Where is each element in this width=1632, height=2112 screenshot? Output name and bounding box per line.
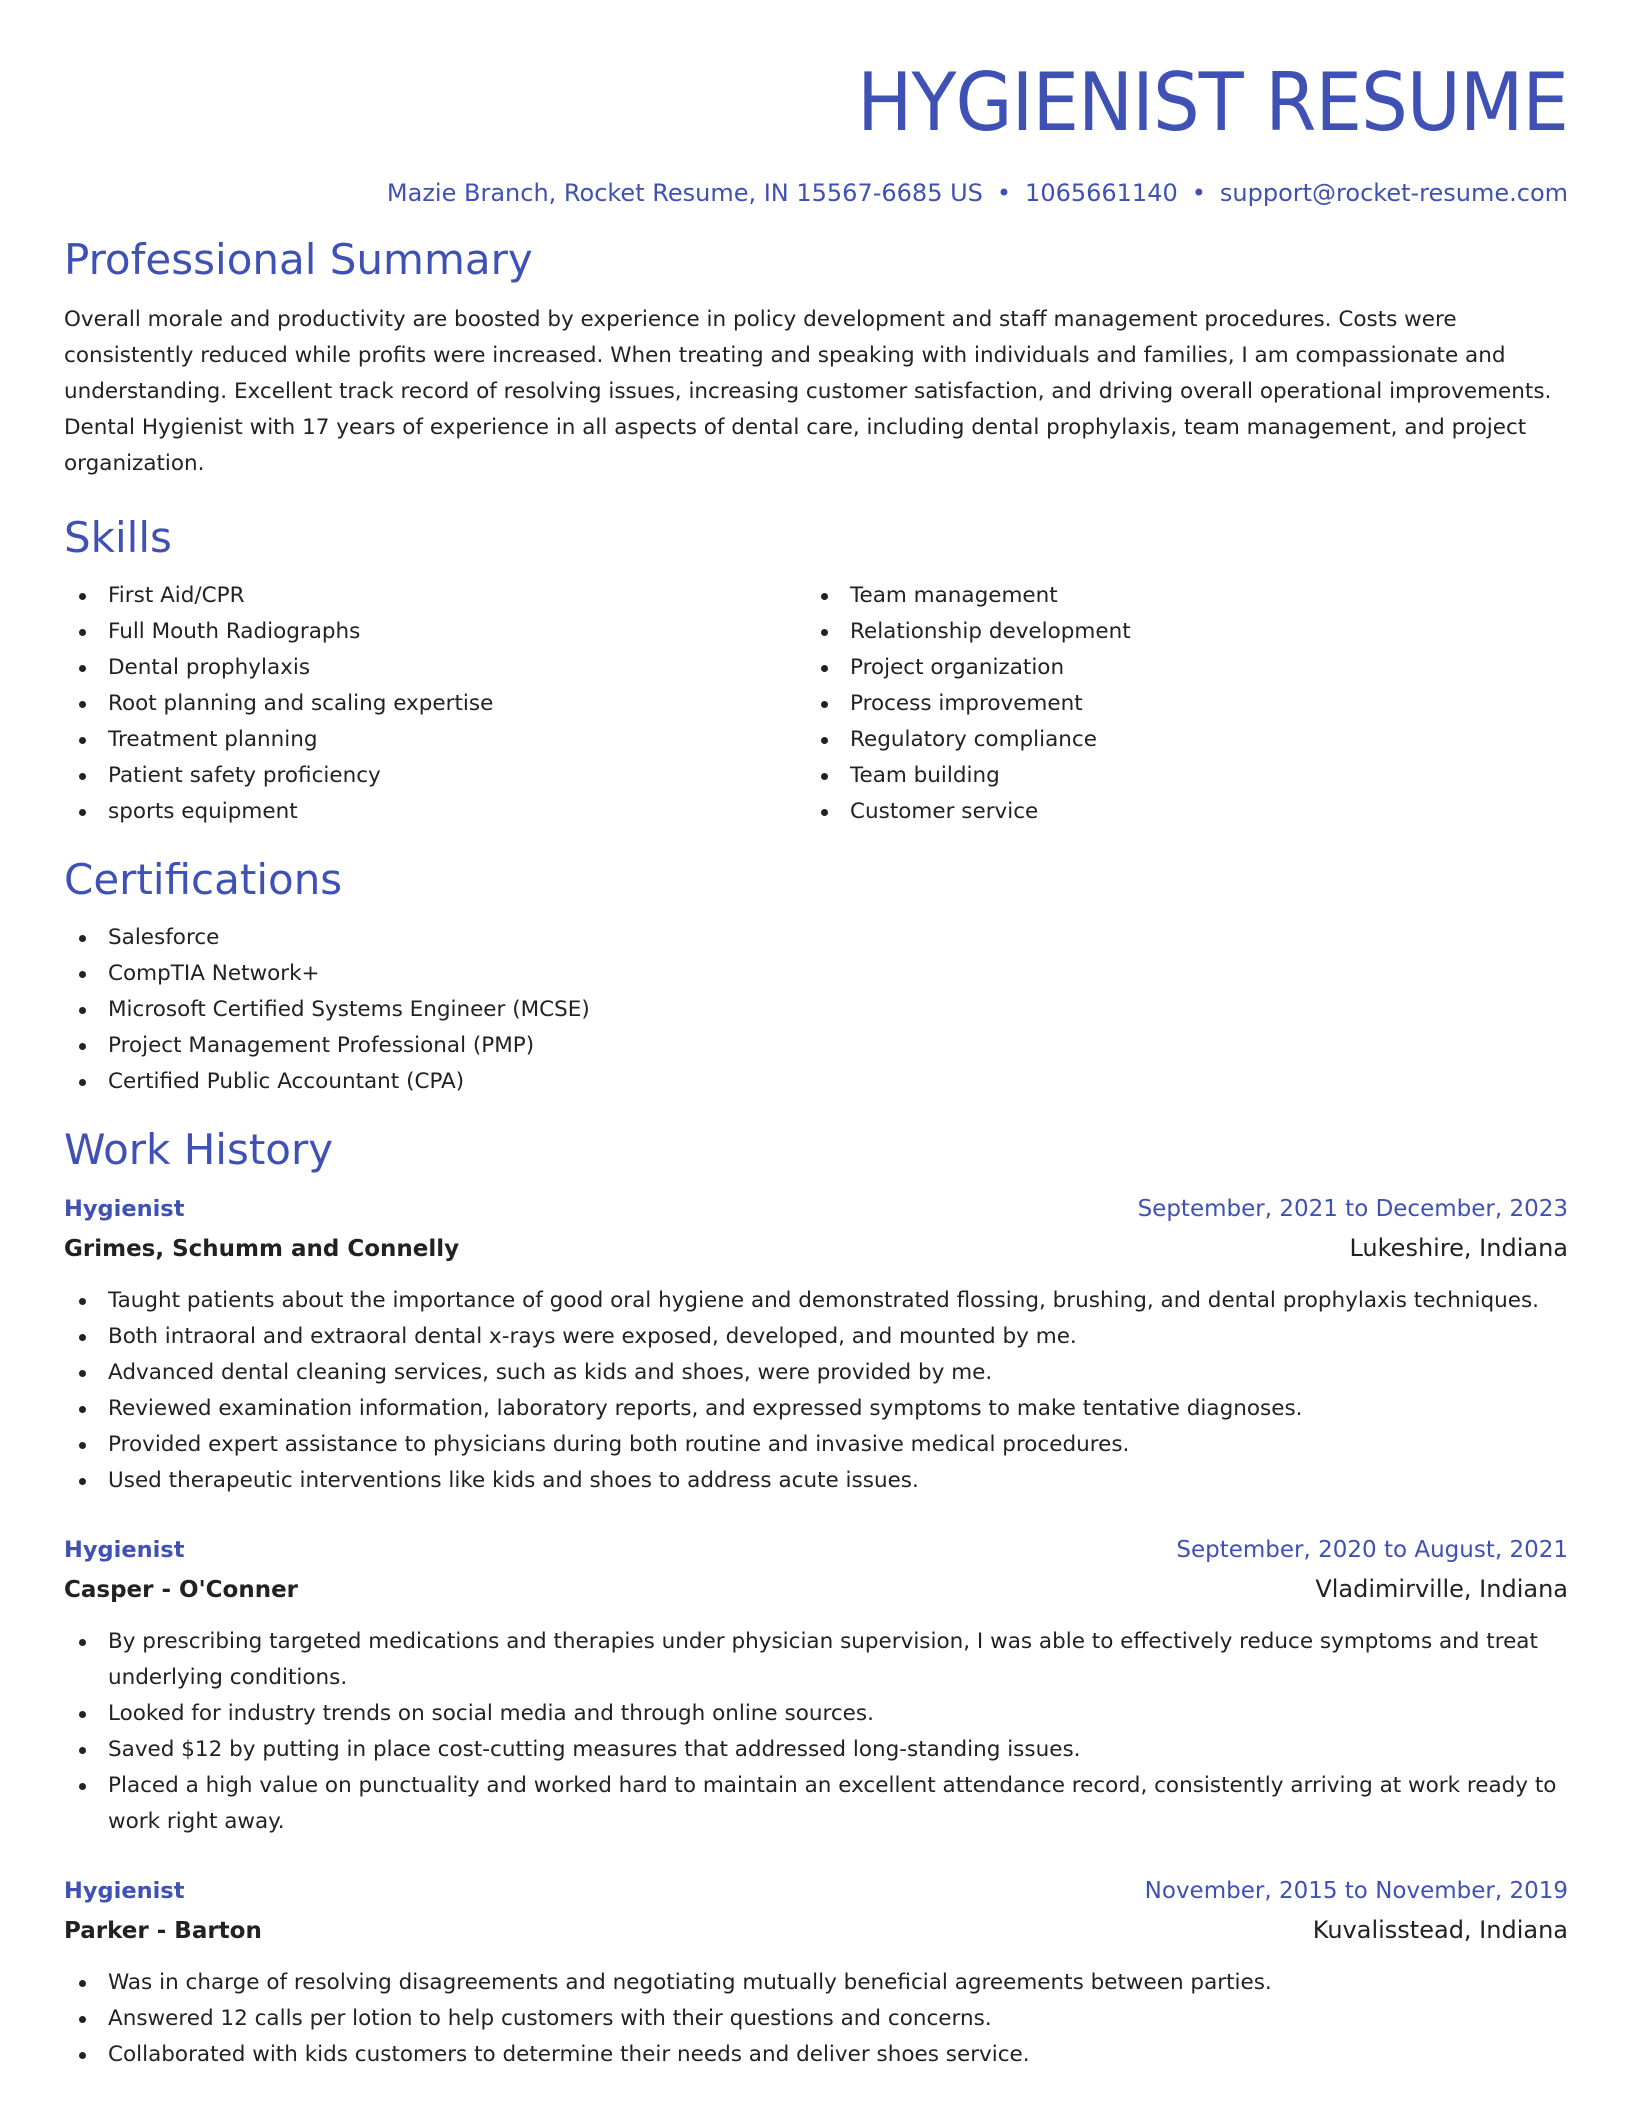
job-location: Kuvalisstead, Indiana — [1312, 1916, 1568, 1944]
contact-phone: 1065661140 — [1025, 179, 1178, 207]
work-history-section — [64, 1122, 1568, 2073]
job-company: Parker - Barton — [64, 1918, 262, 1944]
summary-heading: Professional Summary — [64, 235, 533, 284]
skill-item: First Aid/CPR — [64, 578, 806, 614]
job-bullet: By prescribing targeted medications and therapies under physician supervision, I was able to effectively reduce symptoms and treat underlying conditions. — [64, 1624, 1568, 1696]
job-header — [64, 1872, 1568, 1910]
skills-list-right — [806, 578, 1548, 830]
skill-item: Team management — [806, 578, 1548, 614]
job-title: Hygienist — [64, 1537, 185, 1563]
skills-grid — [64, 578, 1568, 830]
skill-item: Dental prophylaxis — [64, 650, 806, 686]
certification-item: CompTIA Network+ — [64, 956, 1568, 992]
certification-item: Project Management Professional (PMP) — [64, 1028, 1568, 1064]
job-bullet: Was in charge of resolving disagreements and negotiating mutually beneficial agreements between parties. — [64, 1965, 1568, 2001]
job-header — [64, 1531, 1568, 1569]
job-subheader — [64, 1569, 1568, 1610]
job-bullet: Collaborated with kids customers to determine their needs and deliver shoes service. — [64, 2037, 1568, 2073]
skill-item: Project organization — [806, 650, 1548, 686]
job-bullet: Saved $12 by putting in place cost-cutting measures that addressed long-standing issues. — [64, 1732, 1568, 1768]
contact-separator: • — [996, 179, 1012, 207]
job-bullet: Answered 12 calls per lotion to help customers with their questions and concerns. — [64, 2001, 1568, 2037]
job-entry — [64, 1872, 1568, 2073]
certifications-heading: Certifications — [64, 855, 343, 904]
job-bullets — [64, 1624, 1568, 1840]
job-company: Casper - O'Conner — [64, 1577, 299, 1603]
contact-line — [64, 176, 1568, 210]
job-bullet: Both intraoral and extraoral dental x-rays were exposed, developed, and mounted by me. — [64, 1319, 1568, 1355]
job-title: Hygienist — [64, 1196, 185, 1222]
job-subheader — [64, 1910, 1568, 1951]
job-header — [64, 1190, 1568, 1228]
skill-item: Full Mouth Radiographs — [64, 614, 806, 650]
job-dates: September, 2020 to August, 2021 — [1176, 1537, 1568, 1563]
skill-item: Root planning and scaling expertise — [64, 686, 806, 722]
skill-item: Process improvement — [806, 686, 1548, 722]
skills-list-left — [64, 578, 806, 830]
work-history-heading: Work History — [64, 1125, 334, 1174]
skill-item: Relationship development — [806, 614, 1548, 650]
skill-item: Treatment planning — [64, 722, 806, 758]
job-company: Grimes, Schumm and Connelly — [64, 1236, 460, 1262]
contact-separator: • — [1191, 179, 1206, 207]
certification-item: Certified Public Accountant (CPA) — [64, 1064, 1568, 1100]
job-dates: November, 2015 to November, 2019 — [1144, 1878, 1568, 1904]
job-subheader — [64, 1228, 1568, 1269]
job-bullet: Looked for industry trends on social media and through online sources. — [64, 1696, 1568, 1732]
job-location: Lukeshire, Indiana — [1349, 1234, 1568, 1262]
summary-text: Overall morale and productivity are boosted by experience in policy development and staff management procedures. Costs were consistently reduced while profits were increased. When treating and speaking with individuals and families, I am compassionate and understanding. Excellent track record of resolving issues, increasing customer satisfaction, and driving overall operational improvements. Dental Hygienist with 17 years of experience in all aspects of dental care, including dental prophylaxis, team management, and project organization. — [64, 307, 1552, 476]
job-bullet: Taught patients about the importance of good oral hygiene and demonstrated flossing, brushing, and dental prophylaxis techniques. — [64, 1283, 1568, 1319]
certification-item: Microsoft Certified Systems Engineer (MCSE) — [64, 992, 1568, 1028]
skills-heading: Skills — [64, 513, 172, 562]
job-bullet: Placed a high value on punctuality and worked hard to maintain an excellent attendance record, consistently arriving at work ready to work right away. — [64, 1768, 1568, 1840]
certifications-section — [64, 852, 1568, 1100]
job-bullets — [64, 1965, 1568, 2073]
job-entry — [64, 1190, 1568, 1499]
skill-item: Patient safety proficiency — [64, 758, 806, 794]
skill-item: sports equipment — [64, 794, 806, 830]
contact-email[interactable]: support@rocket-resume.com — [1219, 179, 1568, 207]
job-location: Vladimirville, Indiana — [1315, 1575, 1568, 1603]
job-title: Hygienist — [64, 1878, 185, 1904]
skill-item: Regulatory compliance — [806, 722, 1548, 758]
job-entry — [64, 1531, 1568, 1840]
job-bullets — [64, 1283, 1568, 1499]
skill-item: Customer service — [806, 794, 1548, 830]
job-bullet: Used therapeutic interventions like kids and shoes to address acute issues. — [64, 1463, 1568, 1499]
job-bullet: Reviewed examination information, laboratory reports, and expressed symptoms to make tentative diagnoses. — [64, 1391, 1568, 1427]
resume-title: HYGIENIST RESUME — [857, 56, 1568, 149]
certifications-list — [64, 920, 1568, 1100]
job-dates: September, 2021 to December, 2023 — [1137, 1196, 1568, 1222]
skills-section — [64, 510, 1568, 830]
certification-item: Salesforce — [64, 920, 1568, 956]
skill-item: Team building — [806, 758, 1548, 794]
contact-address: Mazie Branch, Rocket Resume, IN 15567-6685 US — [386, 179, 983, 207]
job-bullet: Provided expert assistance to physicians during both routine and invasive medical procedures. — [64, 1427, 1568, 1463]
job-bullet: Advanced dental cleaning services, such as kids and shoes, were provided by me. — [64, 1355, 1568, 1391]
summary-section — [64, 232, 1568, 482]
